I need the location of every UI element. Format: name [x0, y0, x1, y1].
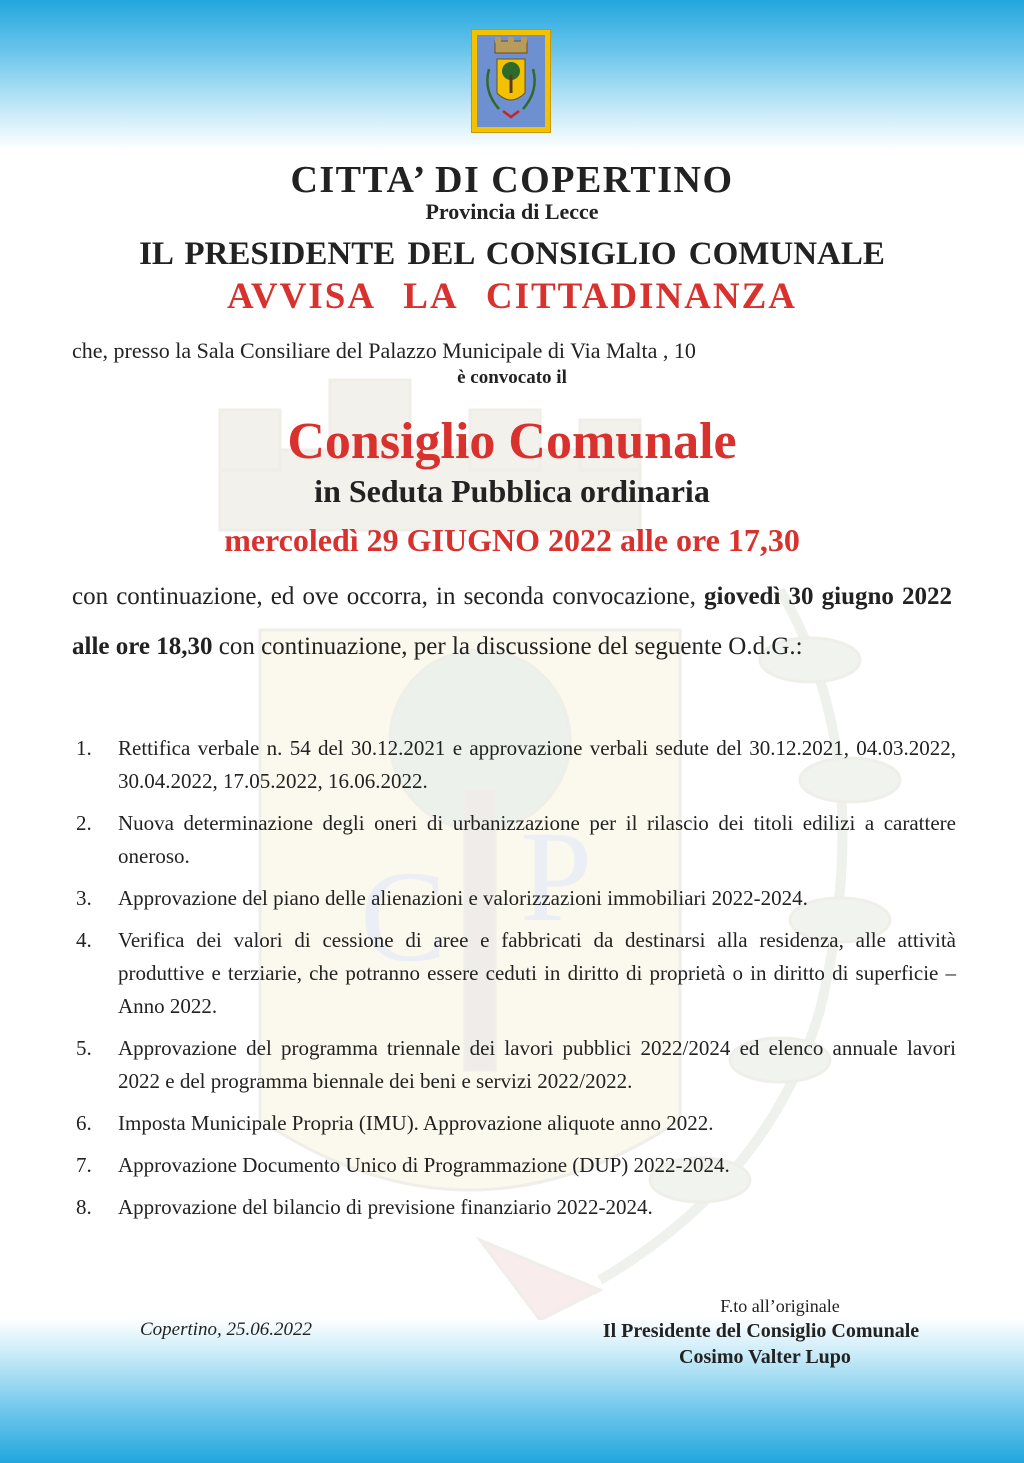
- council-title: Consiglio Comunale: [287, 413, 737, 470]
- agenda-item-number: 1.: [76, 736, 92, 760]
- agenda-item: [76, 1107, 956, 1140]
- agenda-item-number: 2.: [76, 811, 92, 835]
- agenda-item: [76, 732, 956, 798]
- svg-text:C: C: [360, 845, 447, 989]
- province-subtitle: Provincia di Lecce: [425, 199, 599, 224]
- agenda-item-number: 7.: [76, 1153, 92, 1177]
- president-heading: IL PRESIDENTE DEL CONSIGLIO COMUNALE: [139, 236, 885, 272]
- agenda-item-text: Nuova determinazione degli oneri di urbanizzazione per il rilascio dei titoli edilizi a carattere oneroso.: [118, 811, 956, 868]
- agenda-item-text: Approvazione del programma triennale dei lavori pubblici 2022/2024 ed elenco annuale lavori 2022 e del programma biennale dei beni e servizi 2022/2022.: [118, 1036, 956, 1093]
- agenda-item: [76, 1149, 956, 1182]
- agenda-item-text: Rettifica verbale n. 54 del 30.12.2021 e approvazione verbali sedute del 30.12.2021, 04.03.2022, 30.04.2022, 17.05.2022, 16.06.2022.: [118, 736, 956, 793]
- agenda-item-number: 6.: [76, 1111, 92, 1135]
- second-convocation-date: giovedì 30 giugno 2022 alle ore 18,30: [72, 583, 952, 660]
- continuation-text-end: con continuazione, per la discussione del seguente O.d.G.:: [212, 633, 803, 660]
- signatory-name: Cosimo Valter Lupo: [679, 1346, 851, 1368]
- agenda-item-number: 4.: [76, 928, 92, 952]
- city-coat-of-arms-icon: [471, 29, 551, 133]
- agenda-item-text: Approvazione Documento Unico di Programmazione (DUP) 2022-2024.: [118, 1153, 730, 1177]
- continuation-text-start: con continuazione, ed ove occorra, in seconda convocazione,: [72, 583, 704, 610]
- agenda-item-text: Approvazione del bilancio di previsione finanziario 2022-2024.: [118, 1195, 653, 1219]
- convened-text: è convocato il: [457, 367, 567, 388]
- signatory-role: Il Presidente del Consiglio Comunale: [602, 1320, 920, 1342]
- agenda-item-text: Approvazione del piano delle alienazioni e valorizzazioni immobiliari 2022-2024.: [118, 886, 808, 910]
- agenda-item-number: 8.: [76, 1195, 92, 1219]
- agenda-item-number: 5.: [76, 1036, 92, 1060]
- original-signed-note: F.to all’originale: [720, 1296, 840, 1316]
- signature-block: [540, 1294, 1000, 1370]
- meeting-date: mercoledì 29 GIUGNO 2022 alle ore 17,30: [224, 522, 800, 558]
- notice-heading: AVVISA LA CITTADINANZA: [226, 276, 798, 317]
- continuation-paragraph: [72, 572, 952, 672]
- city-title: CITTA’ DI COPERTINO: [290, 159, 734, 201]
- agenda-item: [76, 882, 956, 915]
- agenda-item: [76, 807, 956, 873]
- meeting-place-text: che, presso la Sala Consiliare del Palazzo Municipale di Via Malta , 10: [72, 338, 696, 363]
- place-and-date: Copertino, 25.06.2022: [140, 1319, 313, 1340]
- session-type: in Seduta Pubblica ordinaria: [314, 473, 710, 509]
- agenda-item-number: 3.: [76, 886, 92, 910]
- svg-text:P: P: [520, 805, 593, 949]
- agenda-item-text: Verifica dei valori di cessione di aree e fabbricati da destinarsi alla residenza, alle attività produttive e terziarie, che potranno essere ceduti in diritto di proprietà o in diritto di superficie – Anno 2022.: [118, 928, 956, 1018]
- agenda-item: [76, 924, 956, 1023]
- agenda-item-text: Imposta Municipale Propria (IMU). Approvazione aliquote anno 2022.: [118, 1111, 714, 1135]
- agenda-item: [76, 1191, 956, 1224]
- agenda-list: [76, 732, 956, 1233]
- agenda-item: [76, 1032, 956, 1098]
